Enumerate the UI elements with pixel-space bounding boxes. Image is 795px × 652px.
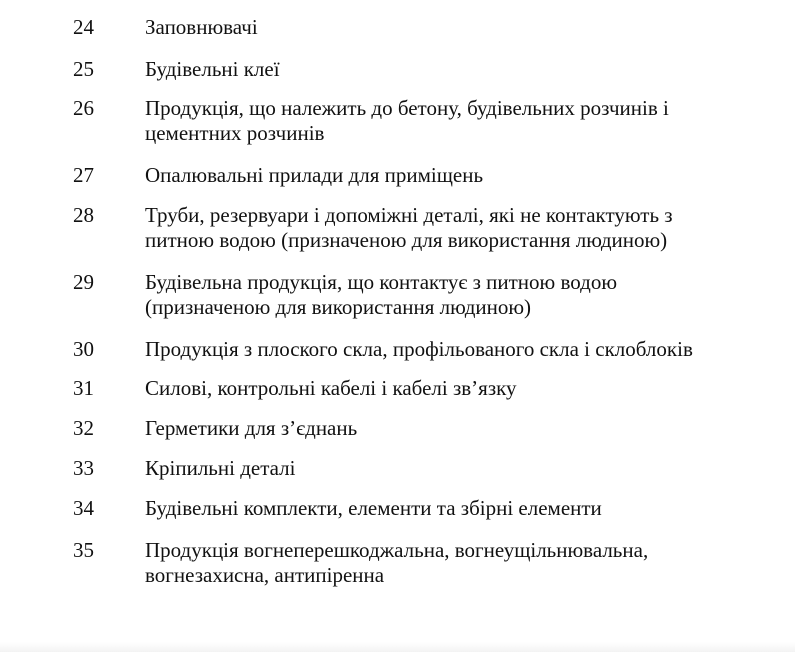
item-number: 27 [73, 163, 94, 187]
item-number: 28 [73, 203, 94, 227]
item-text [145, 163, 785, 188]
item-text-line: Труби, резервуари і допоміжні деталі, які не контактують з [145, 203, 673, 227]
item-text-line: Будівельні комплекти, елементи та збірні елементи [145, 496, 602, 520]
item-text-line: питною водою (призначеною для використання людиною) [145, 228, 668, 252]
item-text-line: цементних розчинів [145, 121, 325, 145]
item-text [145, 96, 785, 146]
item-text [145, 203, 785, 253]
page-edge-shadow [0, 642, 795, 652]
item-number: 25 [73, 57, 94, 81]
item-text [145, 57, 785, 82]
item-text-line: Продукція вогнеперешкоджальна, вогнеущільнювальна, [145, 538, 649, 562]
item-number: 32 [73, 416, 94, 440]
item-text-line: Будівельні клеї [145, 57, 280, 81]
item-number: 29 [73, 270, 94, 294]
item-text [145, 15, 785, 40]
item-number: 34 [73, 496, 94, 520]
item-text [145, 416, 785, 441]
item-text-line: Силові, контрольні кабелі і кабелі зв’язку [145, 376, 517, 400]
item-number: 31 [73, 376, 94, 400]
item-text-line: Кріпильні деталі [145, 456, 296, 480]
item-number: 24 [73, 15, 94, 39]
item-text [145, 270, 785, 320]
item-text-line: Продукція з плоского скла, профільованого скла і склоблоків [145, 337, 693, 361]
item-number: 26 [73, 96, 94, 120]
item-text-line: Заповнювачі [145, 15, 258, 39]
item-text [145, 538, 785, 588]
item-text-line: вогнезахисна, антипіренна [145, 563, 385, 587]
item-number: 35 [73, 538, 94, 562]
item-text-line: Опалювальні прилади для приміщень [145, 163, 484, 187]
item-text [145, 456, 785, 481]
item-number: 30 [73, 337, 94, 361]
item-text-line: Герметики для з’єднань [145, 416, 358, 440]
item-text-line: Будівельна продукція, що контактує з питною водою [145, 270, 618, 294]
item-text [145, 496, 785, 521]
item-number: 33 [73, 456, 94, 480]
item-text [145, 337, 785, 362]
item-text-line: (призначеною для використання людиною) [145, 295, 532, 319]
item-text [145, 376, 785, 401]
item-text-line: Продукція, що належить до бетону, будівельних розчинів і [145, 96, 669, 120]
